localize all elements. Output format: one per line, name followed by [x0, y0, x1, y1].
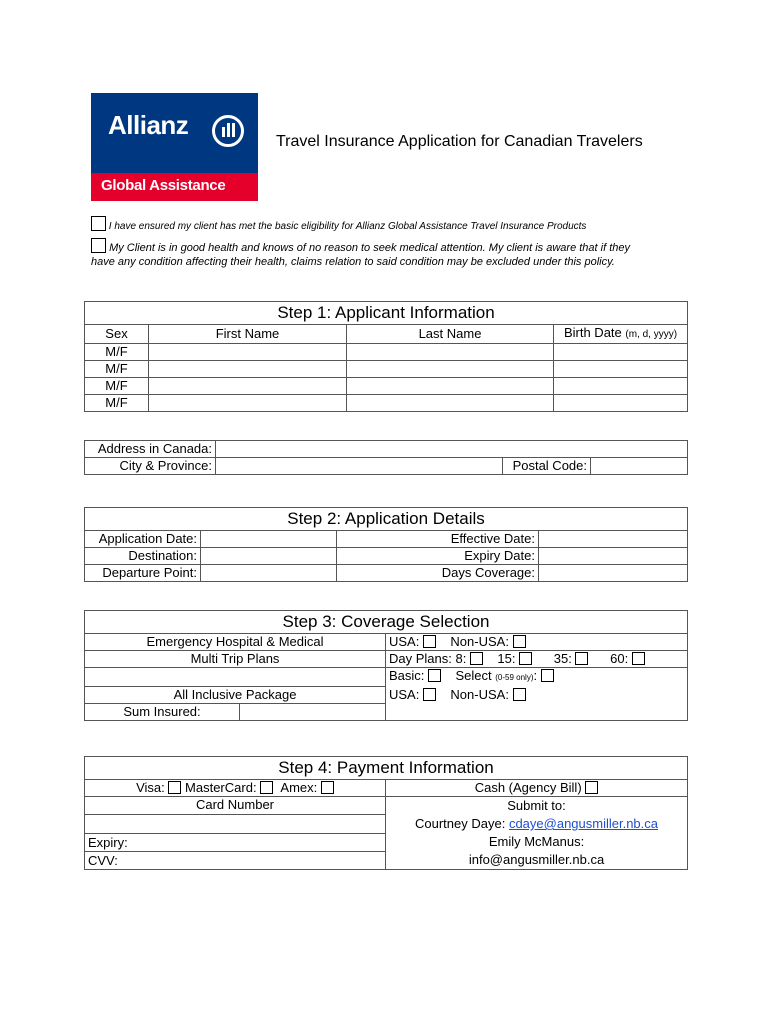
all-inclusive-usa-checkbox[interactable] [423, 688, 436, 701]
logo-blue-panel [91, 93, 258, 173]
city-label: City & Province: [85, 458, 216, 475]
card-number-field[interactable] [85, 814, 386, 833]
health-checkbox[interactable] [91, 238, 106, 253]
effective-date-field[interactable] [539, 531, 688, 548]
submit-to-label: Submit to: [507, 798, 566, 813]
col-first-name: First Name [149, 325, 347, 344]
city-field[interactable] [216, 458, 503, 475]
days-coverage-label: Days Coverage: [337, 565, 539, 582]
cash-agency-bill-checkbox[interactable] [585, 781, 598, 794]
sex-cell[interactable]: M/F [85, 378, 149, 395]
amex-checkbox[interactable] [321, 781, 334, 794]
basic-checkbox[interactable] [428, 669, 441, 682]
allianz-logo [91, 93, 258, 201]
sex-cell[interactable]: M/F [85, 344, 149, 361]
col-last-name: Last Name [347, 325, 554, 344]
sum-insured-label: Sum Insured: [85, 703, 240, 720]
emergency-options: USA: Non-USA: [386, 634, 688, 651]
card-type-options: Visa: MasterCard: Amex: [85, 780, 386, 797]
day-plan-15-checkbox[interactable] [519, 652, 532, 665]
last-name-field[interactable] [347, 395, 554, 412]
first-name-field[interactable] [149, 378, 347, 395]
logo-subtitle: Global Assistance [101, 177, 226, 194]
application-date-field[interactable] [201, 531, 337, 548]
step3-table [84, 610, 688, 721]
day-plan-options: Day Plans: 8: 15: 35: 60: [386, 651, 688, 668]
all-inclusive-label: All Inclusive Package [85, 686, 386, 703]
address-table [84, 440, 688, 475]
cash-option: Cash (Agency Bill) [386, 780, 688, 797]
birth-date-field[interactable] [554, 395, 688, 412]
day-plan-35-checkbox[interactable] [575, 652, 588, 665]
expiry-field[interactable]: Expiry: [85, 834, 386, 852]
emergency-usa-checkbox[interactable] [423, 635, 436, 648]
visa-checkbox[interactable] [168, 781, 181, 794]
day-plan-8-checkbox[interactable] [470, 652, 483, 665]
courtney-email-link[interactable]: cdaye@angusmiller.nb.ca [508, 816, 659, 831]
postal-code-label: Postal Code: [503, 458, 591, 475]
first-name-field[interactable] [149, 344, 347, 361]
birth-date-field[interactable] [554, 344, 688, 361]
col-birth-date: Birth Date (m, d, yyyy) [554, 325, 688, 344]
card-number-label: Card Number [85, 797, 386, 815]
submit-to-block [386, 797, 688, 870]
step3-heading: Step 3: Coverage Selection [85, 611, 688, 634]
health-text-2: have any condition affecting their health, claims relation to said condition may be excluded under this policy. [91, 256, 615, 268]
birth-date-format: (m, d, yyyy) [625, 329, 678, 340]
departure-point-field[interactable] [201, 565, 337, 582]
contact-courtney: Courtney Daye: cdaye@angusmiller.nb.ca [415, 816, 659, 831]
allianz-eagle-icon [212, 115, 244, 147]
last-name-field[interactable] [347, 378, 554, 395]
first-name-field[interactable] [149, 395, 347, 412]
blank-cell [85, 668, 386, 687]
select-checkbox[interactable] [541, 669, 554, 682]
all-inclusive-non-usa-checkbox[interactable] [513, 688, 526, 701]
step2-heading: Step 2: Application Details [85, 508, 688, 531]
blank-cell [386, 703, 688, 720]
last-name-field[interactable] [347, 344, 554, 361]
step2-table [84, 507, 688, 582]
eligibility-checkbox[interactable] [91, 216, 106, 231]
birth-date-field[interactable] [554, 361, 688, 378]
effective-date-label: Effective Date: [337, 531, 539, 548]
health-text-1: My Client is in good health and knows of no reason to seek medical attention. My client is aware that if they [109, 242, 631, 254]
page-title: Travel Insurance Application for Canadian Travelers [276, 133, 643, 150]
last-name-field[interactable] [347, 361, 554, 378]
basic-select-options: Basic: Select (0-59 only): [386, 668, 688, 687]
cvv-field[interactable]: CVV: [85, 852, 386, 870]
step1-heading: Step 1: Applicant Information [85, 302, 688, 325]
application-date-label: Application Date: [85, 531, 201, 548]
contact-emily-name: Emily McManus: [488, 834, 585, 849]
select-age-note: (0-59 only) [495, 673, 534, 682]
expiry-date-field[interactable] [539, 548, 688, 565]
emergency-medical-label: Emergency Hospital & Medical [85, 634, 386, 651]
logo-red-panel [91, 173, 258, 201]
eligibility-text: I have ensured my client has met the basic eligibility for Allianz Global Assistance Travel Insurance Products [108, 221, 587, 232]
birth-date-field[interactable] [554, 378, 688, 395]
destination-label: Destination: [85, 548, 201, 565]
all-inclusive-options: USA: Non-USA: [386, 686, 688, 703]
logo-brand-text: Allianz [108, 110, 189, 140]
eligibility-line-1 [91, 216, 586, 232]
address-field[interactable] [216, 441, 688, 458]
multi-trip-label: Multi Trip Plans [85, 651, 386, 668]
step4-heading: Step 4: Payment Information [85, 757, 688, 780]
contact-emily-email: info@angusmiller.nb.ca [468, 852, 605, 867]
col-sex: Sex [85, 325, 149, 344]
destination-field[interactable] [201, 548, 337, 565]
emergency-non-usa-checkbox[interactable] [513, 635, 526, 648]
first-name-field[interactable] [149, 361, 347, 378]
step4-table [84, 756, 688, 870]
sex-cell[interactable]: M/F [85, 361, 149, 378]
days-coverage-field[interactable] [539, 565, 688, 582]
health-line [91, 238, 630, 254]
expiry-date-label: Expiry Date: [337, 548, 539, 565]
departure-point-label: Departure Point: [85, 565, 201, 582]
sum-insured-field[interactable] [240, 703, 386, 720]
day-plan-60-checkbox[interactable] [632, 652, 645, 665]
sex-cell[interactable]: M/F [85, 395, 149, 412]
mastercard-checkbox[interactable] [260, 781, 273, 794]
address-label: Address in Canada: [85, 441, 216, 458]
step1-table [84, 301, 688, 412]
postal-code-field[interactable] [591, 458, 688, 475]
